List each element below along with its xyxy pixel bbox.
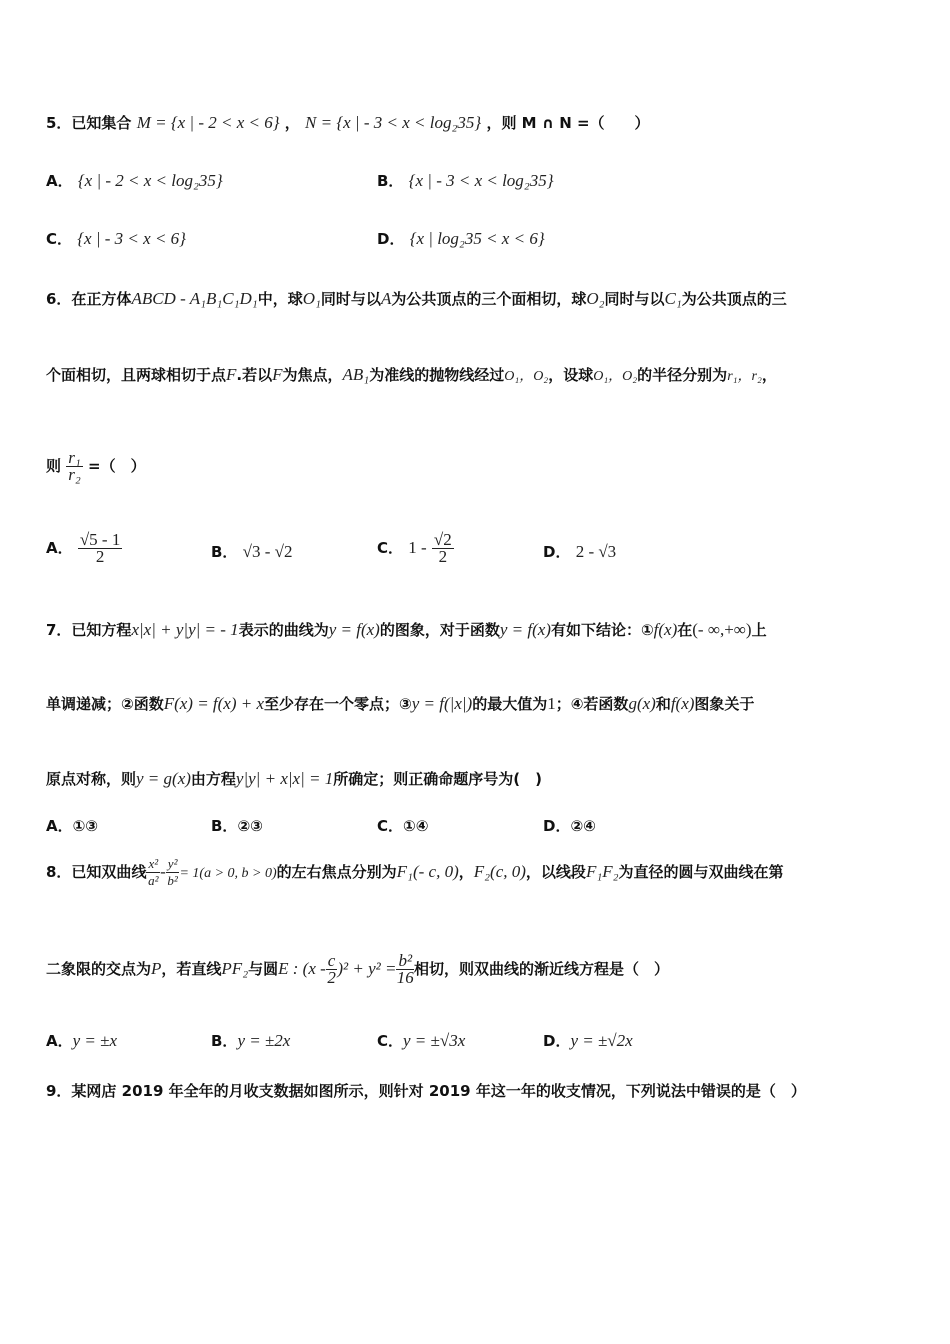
q5-sep: ，: [284, 114, 300, 132]
q7-option-c-text: ①④: [403, 817, 429, 835]
q7-eq2: y|y| + x|x| = 1: [235, 769, 334, 788]
q6-cube: ABCD - A₁B₁C₁D₁: [131, 289, 258, 308]
q5-option-d-text: {x | log₂35 < x < 6}: [409, 229, 545, 248]
q8-option-c-text: y = ±√3x: [403, 1031, 466, 1050]
q6-o2: O₂: [586, 289, 605, 308]
q6-text-2d: 为准线的抛物线经过: [369, 366, 505, 384]
q6-point-f2: F: [272, 365, 283, 384]
q8-option-d-text: y = ±√2x: [570, 1031, 633, 1050]
q6-text-1e: 同时与以: [604, 290, 665, 308]
q8-text-1c: ，以线段: [525, 863, 586, 881]
q8-text-2a: 二象限的交点为: [46, 960, 152, 978]
q8-y2: y²: [167, 856, 178, 871]
q8-option-c: [377, 1030, 465, 1052]
q6-ab1: AB₁: [342, 365, 370, 384]
q7-text-2b: 至少存在一个零点；③: [264, 695, 412, 713]
q9-stem-text: 9．某网店 2019 年全年的月收支数据如图所示，则针对 2019 年这一年的收支情况，下列说法中错误的是（ ）: [46, 1082, 806, 1100]
q8-line-2: [46, 944, 669, 994]
q7-text-1c: 的图象，对于函数: [379, 621, 500, 639]
q6-option-c-frac: [432, 532, 454, 565]
q6-o1o2: O₁，O₂: [504, 369, 549, 384]
q5-option-a: [46, 170, 223, 192]
q8-line-1: [46, 852, 784, 894]
q6-option-b-label: B．: [211, 543, 238, 561]
q7-text-1e: 在: [677, 621, 693, 639]
q6-text-1a: 6．在正方体: [46, 290, 132, 308]
q8-option-c-label: C．: [377, 1032, 404, 1050]
q8-option-b-label: B．: [211, 1032, 238, 1050]
q5-option-b-label: B．: [377, 172, 404, 190]
q6-option-d: [543, 537, 616, 567]
q7-line-1: [46, 619, 767, 641]
q7-text-3a: 原点对称，则: [46, 770, 137, 788]
q8-option-b-text: y = ±2x: [237, 1031, 291, 1050]
q8-option-a: [46, 1030, 117, 1052]
q6-option-c-pre: 1 -: [408, 538, 427, 557]
q5-set-n: N = {x | - 3 < x < log₂35}: [305, 113, 482, 132]
q7-text-2a: 单调递减；②函数: [46, 695, 164, 713]
q8-pf2: PF₂: [221, 959, 249, 978]
q6-text-2e: ，设球: [548, 366, 594, 384]
q8-option-d-label: D．: [543, 1032, 571, 1050]
q6-point-f: F: [226, 365, 237, 384]
q6-option-d-text: 2 - √3: [575, 542, 617, 561]
q7-fx: f(x): [653, 620, 678, 639]
q6-option-d-label: D．: [543, 543, 571, 561]
q5-option-a-text: {x | - 2 < x < log₂35}: [77, 171, 223, 190]
q7-text-3c: 所确定；则正确命题序号为( ): [333, 770, 542, 788]
q8-c: c: [327, 951, 336, 970]
q6-option-a-label: A．: [46, 539, 73, 557]
q8-option-d: [543, 1030, 633, 1052]
q7-option-b-label: B．: [211, 817, 238, 835]
q6-r1r2: r₁，r₂: [727, 369, 762, 384]
q6-o1: O₁: [302, 289, 321, 308]
q8-f1f2: F₁F₂: [585, 862, 619, 881]
q8-minus: -: [160, 862, 166, 881]
q6-option-a-frac: [78, 532, 123, 565]
q6-ratio: [66, 450, 83, 483]
q6-c1: C₁: [664, 289, 682, 308]
q7-option-d: [543, 815, 596, 837]
q7-text-1b: 表示的曲线为: [238, 621, 329, 639]
q8-f2: F₂(c, 0): [473, 862, 526, 881]
q8-x2: x²: [148, 856, 159, 871]
q8-text-2c: 与圆: [248, 960, 279, 978]
q5-stem-suffix: ，则 M ∩ N =（ ）: [486, 114, 650, 132]
q7-option-a-label: A．: [46, 817, 73, 835]
q7-gx: g(x): [628, 694, 656, 713]
q7-text-1d: 有如下结论：①: [550, 621, 654, 639]
q7-ygx: y = g(x): [136, 769, 191, 788]
q8-point-p: P: [151, 959, 162, 978]
q6-text-2b: .若以: [236, 366, 273, 384]
q8-option-a-label: A．: [46, 1032, 73, 1050]
q8-text-1b: 的左右焦点分别为: [276, 863, 397, 881]
q8-frac-b16: [396, 953, 414, 986]
q8-f1: F₁(- c, 0): [396, 862, 459, 881]
q5-option-a-label: A．: [46, 172, 73, 190]
q8-frac-x: [146, 856, 160, 889]
q5-option-b-text: {x | - 3 < x < log₂35}: [408, 171, 554, 190]
q7-option-a-text: ①③: [72, 817, 99, 835]
q8-circle-mid: )² + y² =: [337, 959, 397, 978]
q5-option-c-label: C．: [46, 230, 73, 248]
q8-two: 2: [327, 968, 336, 987]
q6-line-3: [46, 446, 146, 486]
q6-text-3b: =（ ）: [88, 457, 146, 475]
q8-text-1d: 为直径的圆与双曲线在第: [618, 863, 784, 881]
q5-stem-prefix: 5．已知集合: [46, 114, 132, 132]
q7-yfx-2: y = f(x): [499, 620, 551, 639]
q6-o1o2-b: O₁，O₂: [593, 369, 638, 384]
q8-frac-c2: [326, 953, 338, 986]
q8-sep: ，: [458, 863, 474, 881]
q8-b2n: b²: [398, 951, 413, 970]
q6-text-2g: ，: [761, 366, 777, 384]
q8-option-a-text: y = ±x: [72, 1031, 118, 1050]
q6-text-3a: 则: [46, 457, 62, 475]
q5-option-b: [377, 170, 554, 192]
q6-option-c: [377, 528, 454, 568]
q7-option-b: [211, 815, 263, 837]
q8-circle-pre: E : (x -: [278, 959, 326, 978]
q6-option-c-label: C．: [377, 539, 404, 557]
q6-text-2f: 的半径分别为: [637, 366, 728, 384]
q6-text-1f: 为公共顶点的三: [681, 290, 787, 308]
q5-set-m: M = {x | - 2 < x < 6}: [136, 113, 280, 132]
q6-point-a: A: [380, 289, 392, 308]
q8-text-2b: ，若直线: [161, 960, 222, 978]
q6-option-a-den: 2: [95, 547, 105, 566]
q6-text-1c: 同时与以: [320, 290, 381, 308]
q7-text-2f: 图象关于: [694, 695, 755, 713]
q5-option-c: [46, 228, 186, 250]
q8-a2: a²: [148, 873, 159, 888]
q6-ratio-den: r₂: [68, 465, 81, 484]
q6-option-a-num: √5 - 1: [79, 530, 121, 549]
q6-ratio-num: r₁: [68, 448, 81, 467]
q6-option-c-num: √2: [433, 530, 452, 549]
q7-line-2: [46, 693, 754, 715]
q7-one: 1: [547, 694, 556, 713]
q5-option-d-label: D．: [377, 230, 405, 248]
q6-text-1b: 中，球: [257, 290, 303, 308]
q7-text-3b: 由方程: [190, 770, 236, 788]
q7-option-c: [377, 815, 428, 837]
q5-stem: [46, 112, 650, 134]
q6-text-2c: 为焦点，: [282, 366, 343, 384]
q7-yfabs: y = f(|x|): [411, 694, 473, 713]
q7-option-a: [46, 815, 98, 837]
q8-frac-y: [166, 856, 180, 889]
q9-stem: [46, 1080, 806, 1102]
q6-line-1: [46, 288, 787, 310]
q6-option-b-text: √3 - √2: [242, 542, 293, 561]
q7-Fx: F(x) = f(x) + x: [163, 694, 265, 713]
q7-text-1f: 上: [751, 621, 767, 639]
q7-option-c-label: C．: [377, 817, 404, 835]
q6-option-a: [46, 528, 122, 568]
q7-option-b-text: ②③: [237, 817, 263, 835]
q6-text-2a: 个面相切，且两球相切于点: [46, 366, 227, 384]
q7-eq1: x|x| + y|y| = - 1: [131, 620, 239, 639]
q6-option-b: [211, 537, 293, 567]
q7-line-3: [46, 768, 542, 790]
q7-fx-2: f(x): [670, 694, 695, 713]
q7-text-1a: 7．已知方程: [46, 621, 132, 639]
q6-option-c-den: 2: [438, 547, 448, 566]
q5-option-c-text: {x | - 3 < x < 6}: [77, 229, 186, 248]
q8-text-2d: 相切，则双曲线的渐近线方程是（ ）: [414, 960, 670, 978]
q7-yfx: y = f(x): [328, 620, 380, 639]
q6-line-2: [46, 364, 777, 388]
q7-text-2e: 和: [655, 695, 671, 713]
q6-text-1d: 为公共顶点的三个面相切，球: [391, 290, 587, 308]
q7-option-d-text: ②④: [570, 817, 596, 835]
q8-cond: = 1(a > 0, b > 0): [179, 866, 277, 881]
q5-option-d: [377, 228, 545, 250]
q7-text-2c: 的最大值为: [472, 695, 548, 713]
q7-text-2d: ；④若函数: [555, 695, 629, 713]
q7-option-d-label: D．: [543, 817, 571, 835]
q8-option-b: [211, 1030, 290, 1052]
q8-sixteen: 16: [396, 968, 414, 987]
q7-interval: (- ∞,+∞): [692, 620, 752, 639]
q8-text-1a: 8．已知双曲线: [46, 863, 147, 881]
q8-b2: b²: [167, 873, 178, 888]
